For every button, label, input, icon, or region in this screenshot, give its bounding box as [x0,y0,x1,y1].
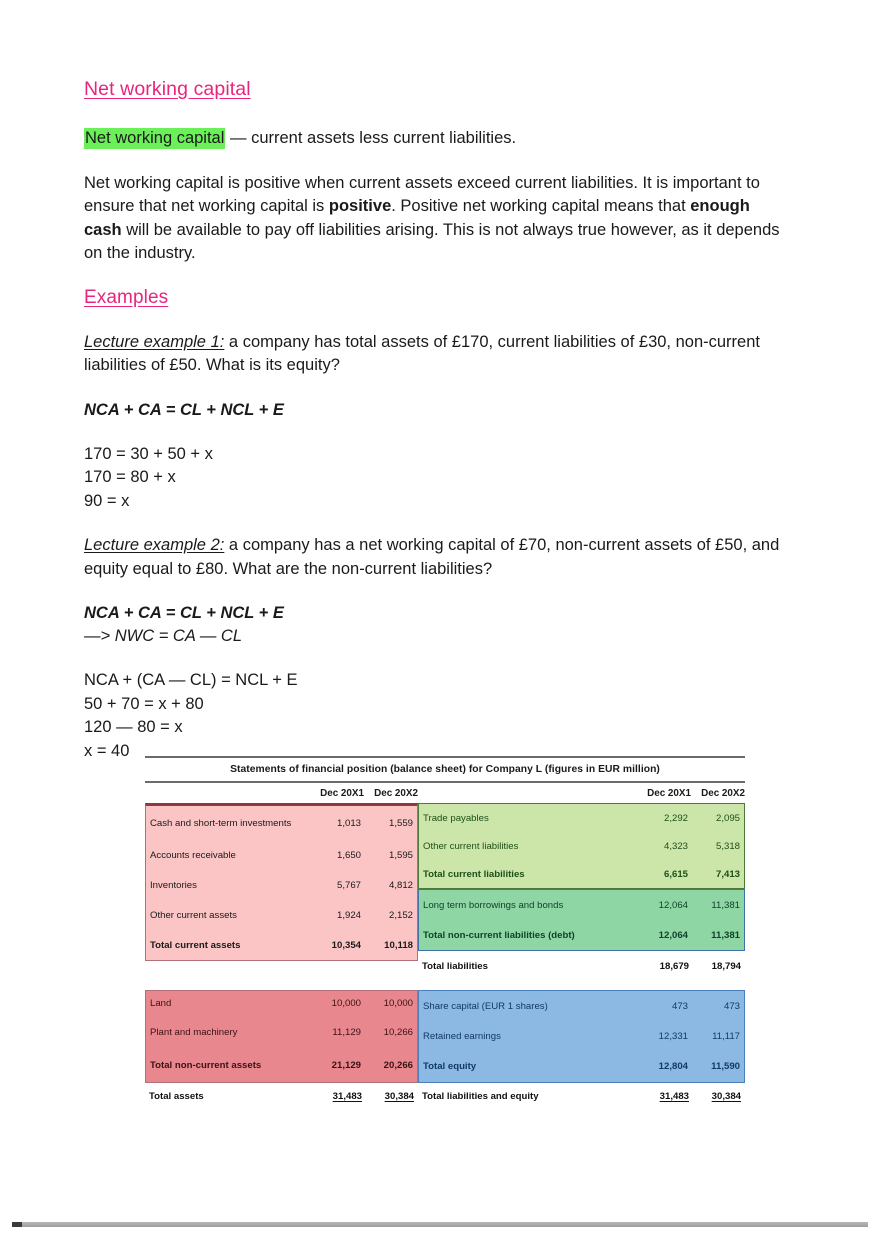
row-value-year2: 2,095 [715,812,740,824]
lecture-example-1 [84,331,784,378]
spacer [84,513,784,534]
row-value-year2: 10,266 [383,1026,413,1038]
definition-line [84,127,784,151]
table-row [419,890,744,920]
example-2-line-3: 120 — 80 = x [84,718,183,736]
row-value-year1: 12,804 [658,1061,688,1072]
grid-gap [145,981,745,990]
current-assets-block [145,803,418,961]
row-value-year1: 11,129 [332,1026,361,1038]
paragraph-bold-enough-cash: enough cash [84,197,750,239]
row-value-year1: 1,650 [336,849,361,861]
row-label: Other current assets [150,909,237,921]
document-content [84,78,784,763]
assets-column-lower [145,990,418,1109]
row-label: Trade payables [423,812,489,824]
total-assets-row [145,1083,418,1109]
example-1-formula: NCA + CA = CL + NCL + E [84,400,284,419]
row-label: Total liabilities and equity [422,1090,539,1102]
equity-column [418,990,745,1109]
table-row [146,870,417,900]
example-1-label: Lecture example 1: [84,332,225,351]
paragraph-part-2: . Positive net working capital means that [391,197,691,215]
row-value-year1: 12,331 [658,1030,688,1042]
current-liabilities-block [418,803,745,889]
column-header-right-year1: Dec 20X1 [647,788,691,799]
example-2-line-2: 50 + 70 = x + 80 [84,694,204,713]
example-2-formula: NCA + CA = CL + NCL + E [84,604,284,622]
paragraph-part-3: will be available to pay off liabilities arising. This is not always true however, as it depends on the industry. [84,220,780,262]
row-value-year2: 1,595 [388,849,413,861]
balance-sheet-upper-grid [145,803,745,981]
table-row [146,806,417,840]
column-headers-right [418,788,745,799]
table-row [146,900,417,930]
row-value-year1: 31,483 [332,1090,362,1102]
total-liabilities-and-equity-row [418,1083,745,1109]
column-headers-left [145,788,418,799]
row-value-year1: 5,767 [336,879,361,891]
highlighted-term: Net working capital [85,129,225,147]
total-liabilities-row [418,951,745,981]
intro-paragraph [84,172,784,266]
row-value-year1: 18,679 [659,960,689,972]
row-value-year2: 11,590 [711,1061,740,1072]
definition-rest: — current assets less current liabilities. [225,129,517,147]
paragraph-bold-positive: positive [328,197,392,215]
table-row-total [146,1048,417,1082]
row-label: Total current assets [150,939,241,951]
row-value-year1: 6,615 [663,868,688,880]
column-header-right-year2: Dec 20X2 [701,788,745,799]
equity-block [418,990,745,1083]
row-label: Long term borrowings and bonds [423,899,564,911]
row-value-year1: 2,292 [663,812,688,824]
page-bottom-edge [12,1222,868,1227]
row-value-year1: 1,013 [336,817,361,829]
non-current-assets-block [145,990,418,1083]
table-row [146,1016,417,1048]
paragraph-part-1: Net working capital is positive when current assets exceed current liabilities. It is important to ensure that net working capital is [84,173,760,215]
row-label: Retained earnings [423,1030,501,1042]
row-value-year1: 31,483 [659,1090,689,1102]
row-value-year1: 10,000 [331,998,361,1009]
column-header-spacer-left [145,788,312,799]
row-value-year2: 30,384 [711,1090,741,1102]
row-value-year2: 2,152 [388,909,413,921]
row-label: Accounts receivable [150,849,236,861]
row-label: Inventories [150,879,197,891]
examples-heading: Examples [84,286,169,308]
table-row-total [146,930,417,960]
row-value-year2: 5,318 [715,840,740,852]
row-value-year2: 18,794 [711,960,741,972]
example-2-line-1: NCA + (CA — CL) = NCL + E [84,671,298,689]
balance-sheet-table [145,756,745,1109]
example-1-text: a company has total assets of £170, current liabilities of £30, non-current liabilities of £50. What is its equity? [84,332,760,374]
table-row [419,1021,744,1051]
assets-column-upper [145,803,418,961]
table-row-total [419,1051,744,1082]
row-value-year1: 473 [671,1000,688,1012]
row-value-year1: 10,354 [331,939,361,951]
row-value-year1: 12,064 [658,929,688,941]
example-1-line-1: 170 = 30 + 50 + x [84,444,213,463]
row-label: Cash and short-term investments [150,817,292,829]
table-row [146,840,417,870]
row-label: Total non-current liabilities (debt) [423,929,575,941]
column-header-spacer-right [418,788,639,799]
row-value-year2: 10,118 [384,939,413,951]
table-row [419,832,744,860]
row-value-year2: 1,559 [388,817,413,829]
table-row-total [419,920,744,950]
row-value-year2: 11,117 [712,1030,740,1042]
row-value-year2: 10,000 [383,998,413,1009]
row-label: Total non-current assets [150,1059,262,1071]
table-row [146,991,417,1016]
row-value-year1: 1,924 [336,909,361,921]
row-label: Share capital (EUR 1 shares) [423,1000,548,1012]
balance-sheet-title: Statements of financial position (balance sheet) for Company L (figures in EUR million) [145,758,745,783]
row-value-year1: 12,064 [658,899,688,911]
table-row-total [419,860,744,888]
column-headers-row [145,783,745,803]
table-row [419,804,744,832]
row-label: Total assets [149,1090,204,1102]
row-value-year2: 30,384 [384,1090,414,1102]
row-value-year2: 4,812 [388,879,413,891]
page-bottom-edge-cap [12,1222,22,1227]
spacer [84,422,784,443]
row-label: Other current liabilities [423,840,519,852]
row-label: Plant and machinery [150,1026,238,1038]
row-label: Total current liabilities [423,868,525,880]
row-value-year1: 4,323 [663,840,688,852]
page-title: Net working capital [84,78,251,100]
row-value-year2: 11,381 [711,929,740,941]
example-2-label: Lecture example 2: [84,536,225,554]
non-current-liabilities-block [418,889,745,951]
example-2-line-4: x = 40 [84,741,130,760]
table-row [419,991,744,1021]
spacer [84,648,784,669]
row-label: Total liabilities [422,960,488,972]
row-value-year2: 7,413 [715,868,740,880]
example-1-line-2: 170 = 80 + x [84,468,176,486]
row-label: Total equity [423,1061,477,1072]
row-value-year1: 21,129 [331,1059,361,1071]
lecture-example-2 [84,534,784,581]
row-value-year2: 11,381 [711,899,740,911]
example-2-formula-derived: —> NWC = CA — CL [84,627,242,645]
example-2-text: a company has a net working capital of £70, non-current assets of £50, and equity equal to £80. What are the non-current liabilities? [84,536,780,578]
row-label: Land [150,998,172,1009]
row-value-year2: 20,266 [383,1059,413,1071]
liabilities-column-upper [418,803,745,981]
balance-sheet-lower-grid [145,990,745,1109]
column-header-left-year1: Dec 20X1 [320,788,364,799]
column-header-left-year2: Dec 20X2 [374,788,418,799]
example-1-line-3: 90 = x [84,491,130,510]
row-value-year2: 473 [723,1000,740,1012]
